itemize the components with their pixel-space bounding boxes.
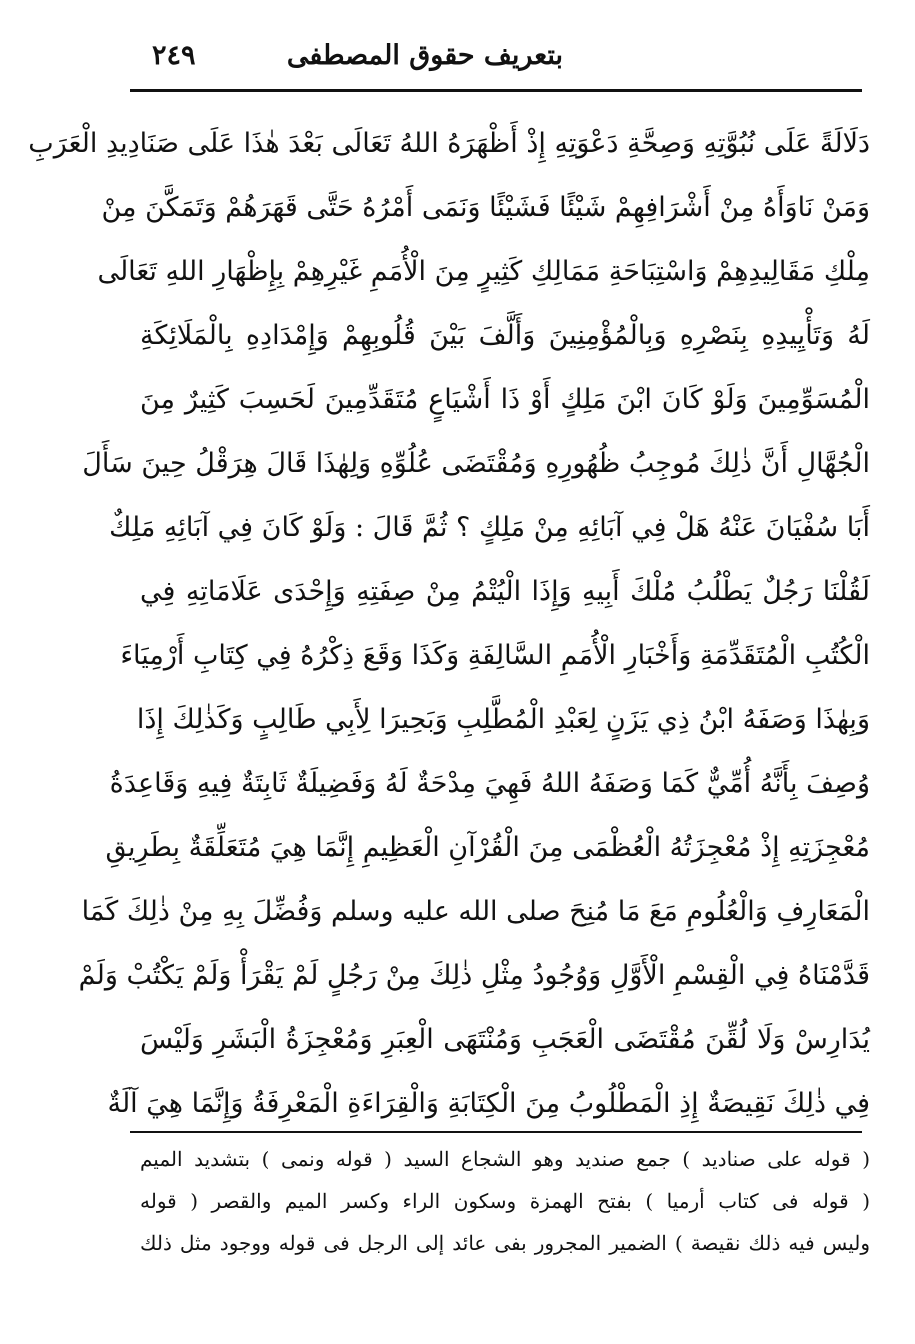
text-line: لَقُلْنَا رَجُلٌ يَطْلُبُ مُلْكَ أَبِيهِ وَإِذَا الْيُتْمُ مِنْ صِفَتِهِ وَإِحْدَى عَلَامَاتِهِ فِي [140, 576, 870, 607]
main-text [28, 112, 870, 1136]
text-line: لَهُ وَتَأْيِيدِهِ بِنَصْرِهِ وَبِالْمُؤْمِنِينَ وَأَلَّفَ بَيْنَ قُلُوبِهِمْ وَإِمْدَادِهِ بِالْمَلَائِكَةِ [140, 320, 870, 351]
text-line: فِي ذٰلِكَ نَقِيصَةٌ إِذِ الْمَطْلُوبُ مِنَ الْكِتَابَةِ وَالْقِرَاءَةِ الْمَعْرِفَةُ وَإِنَّمَا هِيَ آلَةٌ [107, 1088, 870, 1119]
footnotes [140, 1138, 870, 1264]
text-line: الْكُتُبِ الْمُتَقَدِّمَةِ وَأَخْبَارِ الْأُمَمِ السَّالِفَةِ وَكَذَا وَقَعَ ذِكْرُهُ فِي كِتَابِ أَرْمِيَاءَ [120, 640, 870, 671]
page-number: ٢٤٩ [152, 40, 196, 71]
text-line: أَبَا سُفْيَانَ عَنْهُ هَلْ فِي آبَائِهِ مِنْ مَلِكٍ ؟ ثُمَّ قَالَ : وَلَوْ كَانَ فِي آبَائِهِ مَلِكٌ [109, 512, 870, 543]
text-line: وَمَنْ نَاوَأَهُ مِنْ أَشْرَافِهِمْ شَيْئًا فَشَيْئًا وَنَمَى أَمْرُهُ حَتَّى قَهَرَهُمْ وَتَمَكَّنَ مِنْ [101, 192, 870, 223]
footnote-rule [130, 1131, 862, 1133]
footnote-line: ( قوله على صناديد ) جمع صنديد وهو الشجاع السيد ( قوله ونمى ) بتشديد الميم [140, 1147, 870, 1171]
text-line: قَدَّمْنَاهُ فِي الْقِسْمِ الْأَوَّلِ وَوُجُودُ مِثْلِ ذٰلِكَ مِنْ رَجُلٍ لَمْ يَقْرَأْ وَلَمْ يَكْتُبْ وَلَمْ [78, 960, 870, 991]
text-line: مِلْكِ مَقَالِيدِهِمْ وَاسْتِبَاحَةِ مَمَالِكِ كَثِيرٍ مِنَ الْأُمَمِ غَيْرِهِمْ بِإِظْهَارِ اللهِ تَعَالَى [97, 256, 870, 287]
footnote-line: ( قوله فى كتاب أرميا ) بفتح الهمزة وسكون الراء وكسر الميم والقصر ( قوله [140, 1189, 870, 1213]
running-header [140, 38, 858, 86]
header-rule [130, 89, 862, 92]
text-line: يُدَارِسْ وَلَا لُقِّنَ مُقْتَضَى الْعَجَبِ وَمُنْتَهَى الْعِبَرِ وَمُعْجِزَةُ الْبَشَرِ وَلَيْسَ [140, 1024, 870, 1055]
footnote-line: وليس فيه ذلك نقيصة ) الضمير المجرور بفى عائد إلى الرجل فى قوله ووجود مثل ذلك [140, 1231, 870, 1255]
text-line: وُصِفَ بِأَنَّهُ أُمِّيٌّ كَمَا وَصَفَهُ اللهُ فَهِيَ مِدْحَةٌ لَهُ وَفَضِيلَةٌ ثَابِتَةٌ فِيهِ وَقَاعِدَةُ [109, 768, 870, 799]
text-line: مُعْجِزَتِهِ إِذْ مُعْجِزَتُهُ الْعُظْمَى مِنَ الْقُرْآنِ الْعَظِيمِ إِنَّمَا هِيَ مُتَعَلِّقَةٌ بِطَرِيقِ [105, 832, 870, 863]
text-line: دَلَالَةً عَلَى نُبُوَّتِهِ وَصِحَّةِ دَعْوَتِهِ إِذْ أَظْهَرَهُ اللهُ تَعَالَى بَعْدَ هٰذَا عَلَى صَنَادِيدِ الْعَرَبِ [28, 128, 870, 159]
text-line: الْمُسَوِّمِينَ وَلَوْ كَانَ ابْنَ مَلِكٍ أَوْ ذَا أَشْيَاعٍ مُتَقَدِّمِينَ لَحَسِبَ كَثِيرٌ مِنَ [140, 384, 870, 415]
running-title: بتعريف حقوق المصطفى [286, 40, 563, 71]
text-line: وَبِهٰذَا وَصَفَهُ ابْنُ ذِي يَزَنٍ لِعَبْدِ الْمُطَّلِبِ وَبَحِيرَا لِأَبِي طَالِبٍ وَكَذٰلِكَ إِذَا [136, 704, 870, 735]
text-line: الْمَعَارِفِ وَالْعُلُومِ مَعَ مَا مُنِحَ صلى الله عليه وسلم وَفُضِّلَ بِهِ مِنْ ذٰلِكَ كَمَا [81, 896, 870, 927]
text-line: الْجُهَّالِ أَنَّ ذٰلِكَ مُوجِبُ ظُهُورِهِ وَمُقْتَضَى عُلُوِّهِ وَلِهٰذَا قَالَ هِرَقْلُ حِينَ سَأَلَ [82, 448, 870, 479]
